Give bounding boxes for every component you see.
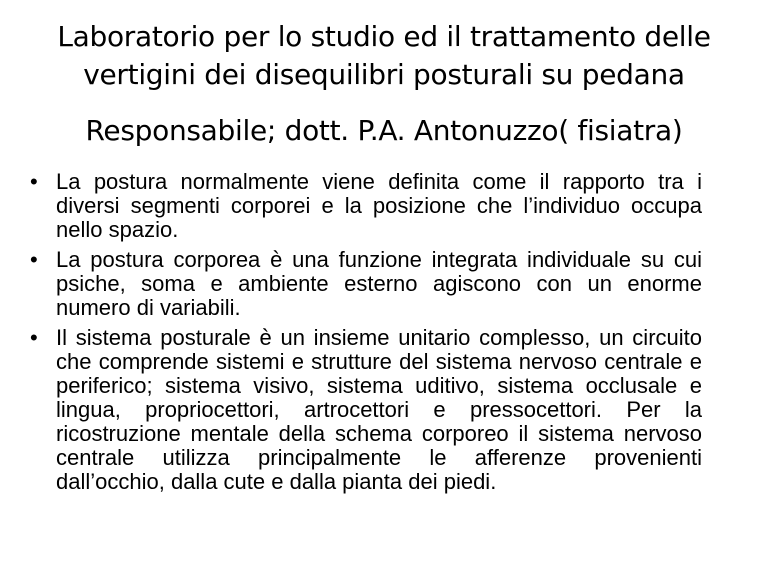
bullet-item (30, 248, 702, 320)
title-gap (20, 94, 748, 112)
bullet-text-1: La postura normalmente viene definita come il rapporto tra i diversi segmenti corporei e la posizione che l’individuo occupa nello spazio. (56, 169, 702, 242)
bullet-icon: • (30, 169, 38, 194)
bullet-item (30, 326, 702, 494)
bullet-text-3: Il sistema posturale è un insieme unitario complesso, un circuito che comprende sistemi e strutture del sistema nervoso centrale e periferico; sistema visivo, sistema uditivo, sistema occlusale e lingua, propriocettori, artrocettori e pressocettori. Per la ricostruzione mentale della schema corporeo il sistema nervoso centrale utilizza principalmente le afferenze provenienti dall’occhio, dalla cute e dalla pianta dei piedi. (56, 325, 702, 494)
title-line-1: Laboratorio per lo studio ed il trattamento delle (57, 20, 711, 53)
slide-subtitle: Responsabile; dott. P.A. Antonuzzo( fisiatra) (85, 114, 683, 147)
bullet-list (30, 170, 702, 500)
bullet-icon: • (30, 247, 38, 272)
title-line-2: vertigini dei disequilibri posturali su pedana (83, 58, 685, 91)
slide-title (20, 18, 748, 150)
bullet-text-2: La postura corporea è una funzione integrata individuale su cui psiche, soma e ambiente esterno agiscono con un enorme numero di variabili. (56, 247, 702, 320)
bullet-icon: • (30, 325, 38, 350)
bullet-item (30, 170, 702, 242)
